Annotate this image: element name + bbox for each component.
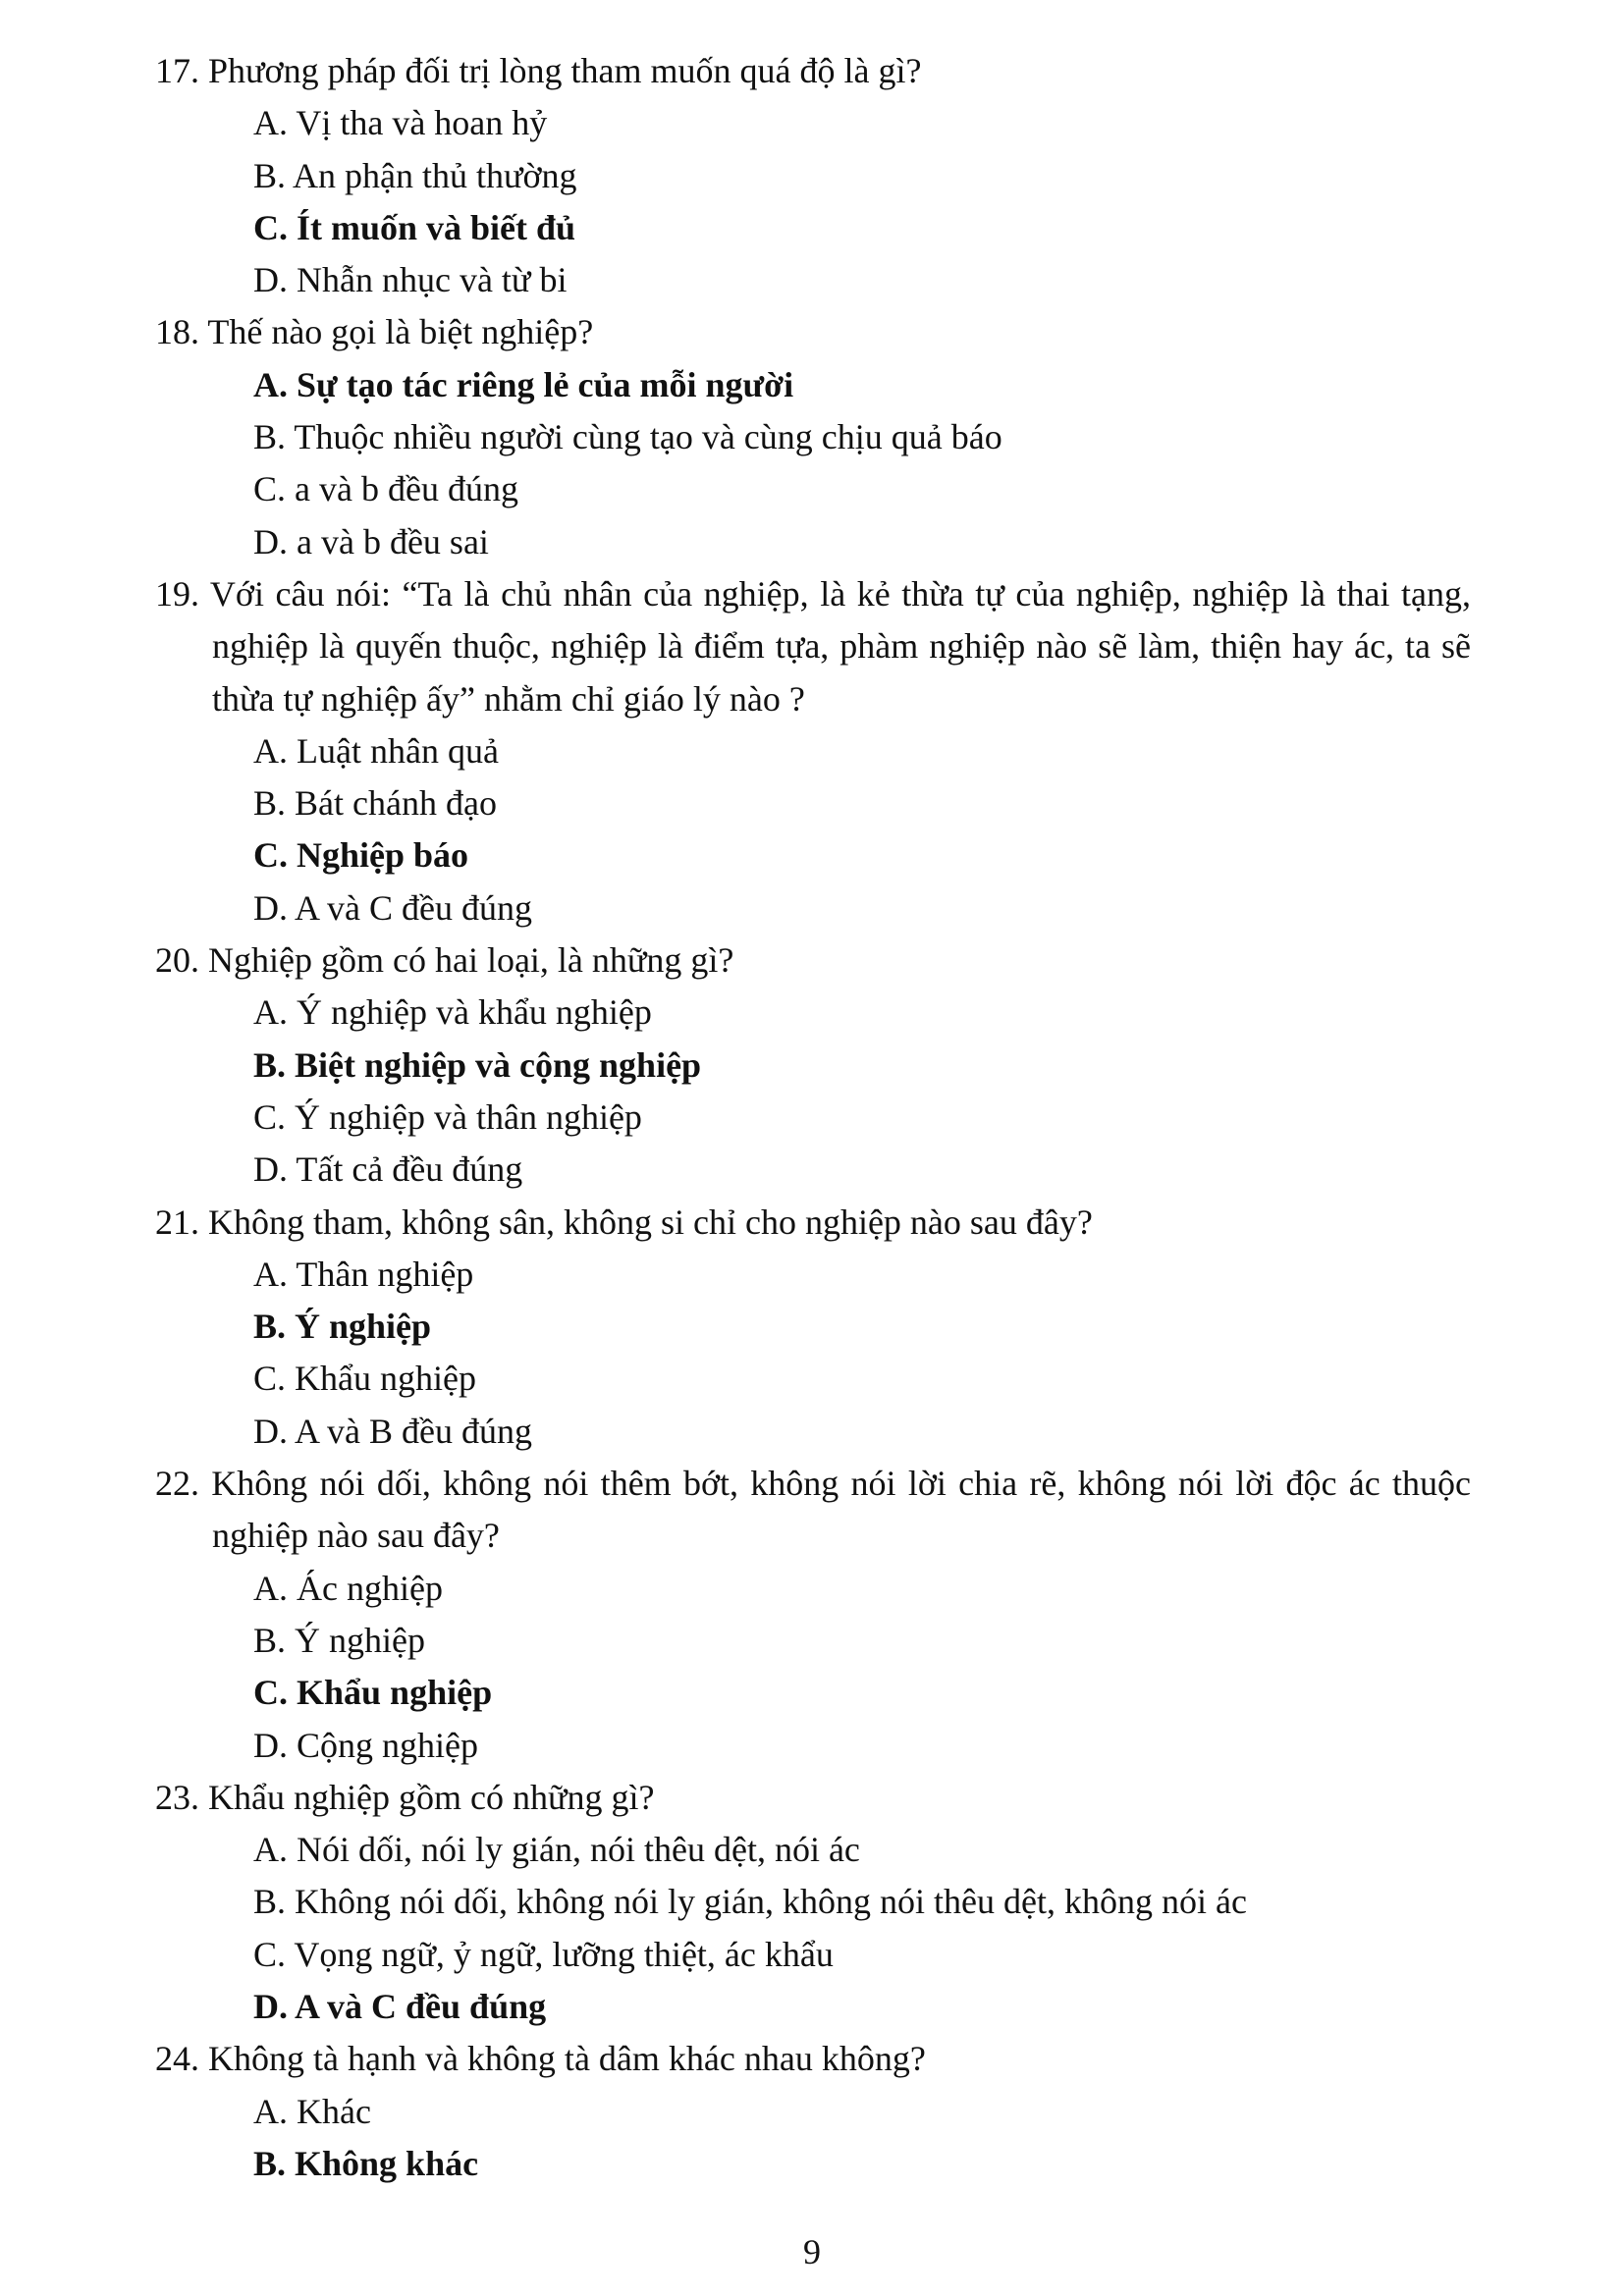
question-block: [155, 45, 1471, 306]
question-text: 21. Không tham, không sân, không si chỉ cho nghiệp nào sau đây?: [155, 1201, 1093, 1242]
answer-option: B. Ý nghiệp: [253, 1620, 425, 1660]
question-block: [155, 1197, 1471, 1458]
question-text: 23. Khẩu nghiệp gồm có những gì?: [155, 1777, 655, 1817]
answer-option: B. Thuộc nhiều người cùng tạo và cùng chịu quả báo: [253, 417, 1002, 457]
answer-option: D. Nhẫn nhục và từ bi: [253, 260, 568, 300]
answer-option: A. Ý nghiệp và khẩu nghiệp: [253, 992, 652, 1033]
answer-option: B. Không nói dối, không nói ly gián, không nói thêu dệt, không nói ác: [253, 1882, 1247, 1922]
question-block: [155, 306, 1471, 567]
answer-option: D. A và B đều đúng: [253, 1411, 532, 1451]
question-text: 22. Không nói dối, không nói thêm bớt, không nói lời chia rẽ, không nói lời độc ác thuộc nghiệp nào sau đây?: [155, 1464, 1471, 1556]
answer-option: A. Thân nghiệp: [253, 1254, 474, 1294]
question-list: [155, 45, 1471, 2190]
answer-option: D. A và C đều đúng: [253, 887, 532, 928]
question-text: 18. Thế nào gọi là biệt nghiệp?: [155, 312, 594, 352]
question-block: [155, 2033, 1471, 2190]
answer-option: C. Khẩu nghiệp: [253, 1359, 476, 1399]
answer-option: D. Cộng nghiệp: [253, 1725, 478, 1765]
answer-option: A. Nói dối, nói ly gián, nói thêu dệt, nói ác: [253, 1830, 860, 1870]
question-block: [155, 934, 1471, 1196]
question-block: [155, 1772, 1471, 2033]
answer-option-correct: C. Nghiệp báo: [253, 835, 469, 876]
answer-option-correct: C. Ít muốn và biết đủ: [253, 207, 576, 247]
answer-option: C. Ý nghiệp và thân nghiệp: [253, 1096, 642, 1137]
answer-option-correct: B. Biệt nghiệp và cộng nghiệp: [253, 1044, 702, 1085]
question-text: 24. Không tà hạnh và không tà dâm khác nhau không?: [155, 2039, 926, 2079]
answer-option: B. Bát chánh đạo: [253, 783, 497, 824]
answer-option: D. a và b đều sai: [253, 521, 489, 561]
answer-option-correct: D. A và C đều đúng: [253, 1986, 547, 2026]
answer-option-correct: A. Sự tạo tác riêng lẻ của mỗi người: [253, 364, 794, 404]
question-block: [155, 1458, 1471, 1772]
question-text: 17. Phương pháp đối trị lòng tham muốn quá độ là gì?: [155, 51, 922, 90]
answer-option: B. An phận thủ thường: [253, 155, 577, 195]
question-text: 20. Nghiệp gồm có hai loại, là những gì?: [155, 940, 734, 981]
answer-option: A. Ác nghiệp: [253, 1568, 443, 1608]
answer-option: D. Tất cả đều đúng: [253, 1149, 523, 1190]
answer-option: C. a và b đều đúng: [253, 469, 518, 509]
answer-option-correct: C. Khẩu nghiệp: [253, 1673, 493, 1713]
question-block: [155, 568, 1471, 934]
answer-option: A. Vị tha và hoan hỷ: [253, 103, 548, 143]
page-number: 9: [803, 2232, 821, 2271]
question-text: 19. Với câu nói: “Ta là chủ nhân của nghiệp, là kẻ thừa tự của nghiệp, nghiệp là thai tạng, nghiệp là quyến thuộc, nghiệp là điểm tựa, phàm nghiệp nào sẽ làm, thiện hay ác, ta sẽ thừa tự nghiệp ấy” nhằm chỉ giáo lý nào ?: [155, 573, 1471, 719]
answer-option: A. Luật nhân quả: [253, 730, 499, 771]
answer-option: C. Vọng ngữ, ỷ ngữ, lưỡng thiệt, ác khẩu: [253, 1934, 834, 1974]
answer-option-correct: B. Ý nghiệp: [253, 1307, 432, 1347]
answer-option: A. Khác: [253, 2091, 371, 2131]
answer-option-correct: B. Không khác: [253, 2143, 479, 2183]
